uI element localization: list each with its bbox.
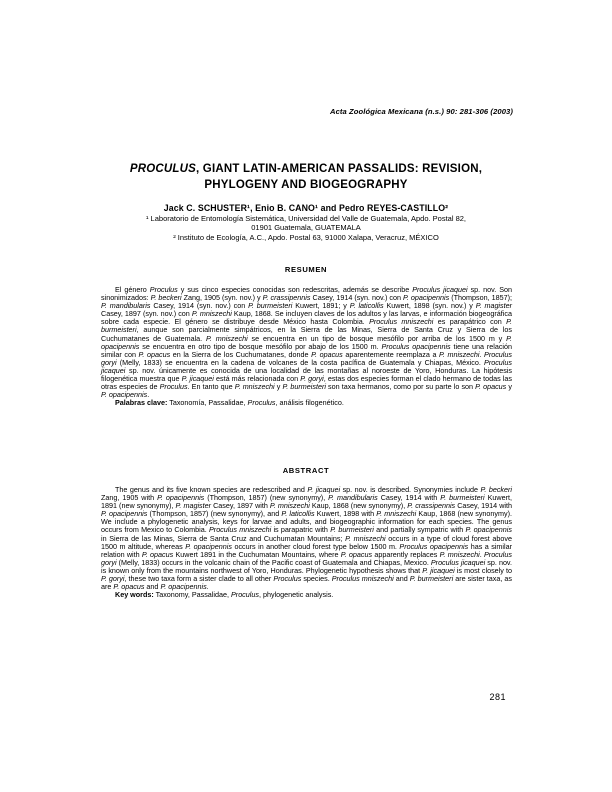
- resumen-paragraph: El género Proculus y sus cinco especies conocidas son redescritas, además se describe Proculus jicaquei sp. nov. Son sinonimizados: P. beckeri Zang, 1905 (syn. nov.) y P. crassipennis Casey, 1914 (syn. nov.) con P. opacipennis (Thompson, 1857); P. mandibularis Casey, 1914 (syn. nov.) con P. burmeisteri Kuwert, 1891; y P. laticollis Kuwert, 1898 (syn. nov.) y P. magister Casey, 1897 (syn. nov.) con P. mniszechi Kaup, 1868. Se incluyen claves de los adultos y las larvas, e información biogeográfica sobre cada especie. El género se distribuye desde México hasta Colombia. Proculus mniszechi es parapátrico con P. burmeisteri, aunque son parcialmente simpátricos, en la Sierra de las Minas, Sierra de Santa Cruz y Sierra de los Cuchumatanes de Guatemala. P. mniszechi se encuentra en un tipo de bosque mesófilo por arriba de los 1500 m y P. opacipennis se encuentra en otro tipo de bosque mesófilo por abajo de los 1500 m. Proculus opacipennis tiene una relación similar con P. opacus en la Sierra de los Cuchumatanes, donde P. opacus aparentemente reemplaza a P. mniszechi. Proculus goryi (Melly, 1833) se encuentra en la cadena de volcanes de la costa pacífica de Guatemala y Chiapas, México. Proculus jicaquei sp. nov. únicamente es conocida de una localidad de las montañas al noroeste de Yoro, Honduras. La hipótesis filogenética muestra que P. jicaquei está más relacionada con P. goryi, estas dos especies forman el clado hermano de todas las otras especies de Proculus. En tanto que P. mniszechi y P. burmeisteri son taxa hermanos, como por su parte lo son P. opacus y P. opacipennis.: [101, 285, 513, 400]
- page-title: PROCULUS, GIANT LATIN-AMERICAN PASSALIDS: REVISION, PHYLOGENY AND BIOGEOGRAPHY: [129, 163, 483, 191]
- affiliations-block: [145, 214, 467, 242]
- resumen-block: [101, 286, 512, 407]
- resumen-keywords-text: Taxonomía, Passalidae, Proculus, análisis filogenético.: [167, 398, 344, 408]
- abstract-block: [101, 486, 512, 599]
- abstract-keywords-text: Taxonomy, Passalidae, Proculus, phylogenetic analysis.: [153, 590, 334, 600]
- resumen-heading: RESUMEN: [284, 265, 328, 274]
- authors-line: Jack C. SCHUSTER¹, Enio B. CANO¹ and Pedro REYES-CASTILLO²: [163, 203, 449, 213]
- page-number: 281: [489, 692, 506, 702]
- abstract-keywords: [101, 591, 512, 599]
- resumen-keywords-label: Palabras clave:: [115, 398, 168, 408]
- abstract-keywords-label: Key words:: [115, 590, 154, 600]
- journal-citation: Acta Zoológica Mexicana (n.s.) 90: 281-306 (2003): [329, 107, 513, 116]
- abstract-paragraph: The genus and its five known species are redescribed and P. jicaquei sp. nov. is described. Synonymies include P. beckeri Zang, 1905 with P. opacipennis (Thompson, 1857) (new synonymy), P. mandibularis Casey, 1914 with P. burmeisteri Kuwert, 1891 (new synonymy), P. magister Casey, 1897 with P. mniszechi Kaup, 1868 (new synonymy), P. crassipennis Casey, 1914 with P. opacipennis (Thompson, 1857) (new synonymy), and P. laticollis Kuwert, 1898 with P. mniszechi Kaup, 1868 (new synonymy). We include a phylogenetic analysis, keys for larvae and adults, and biogeographic information for each species. The genus occurs from Mexico to Colombia. Proculus mniszechi is parapatric with P. burmeisteri and partially sympatric with P. opacipennis in Sierra de las Minas, Sierra de Santa Cruz and Cuchumatan Mountains; P. mniszechi occurs in a type of cloud forest above 1500 m altitude, whereas P. opacipennis occurs in another cloud forest type below 1500 m. Proculus opacipennis has a similar relation with P. opacus Kuwert 1891 in the Cuchumatan Mountains, where P. opacus apparently replaces P. mniszechi. Proculus goryi (Melly, 1833) occurs in the volcanic chain of the Pacific coast of Guatemala and Chiapas, Mexico. Proculus jicaquei sp. nov. is known only from the mountains northwest of Yoro, Honduras. Phylogenetic hypothesis shows that P. jicaquei is most closely to P. goryi, these two taxa form a sister clade to all other Proculus species. Proculus mniszechi and P. burmeisteri are sister taxa, as are P. opacus and P. opacipennis.: [101, 485, 513, 592]
- resumen-keywords: [101, 399, 512, 407]
- affiliation-1: ¹ Laboratorio de Entomología Sistemática, Universidad del Valle de Guatemala, Apdo. Postal 82, 01901 Guatemala, GUATEMALA: [145, 214, 467, 233]
- affiliation-2: ² Instituto de Ecología, A.C., Apdo. Postal 63, 91000 Xalapa, Veracruz, MÉXICO: [173, 232, 439, 242]
- abstract-heading: ABSTRACT: [282, 466, 330, 475]
